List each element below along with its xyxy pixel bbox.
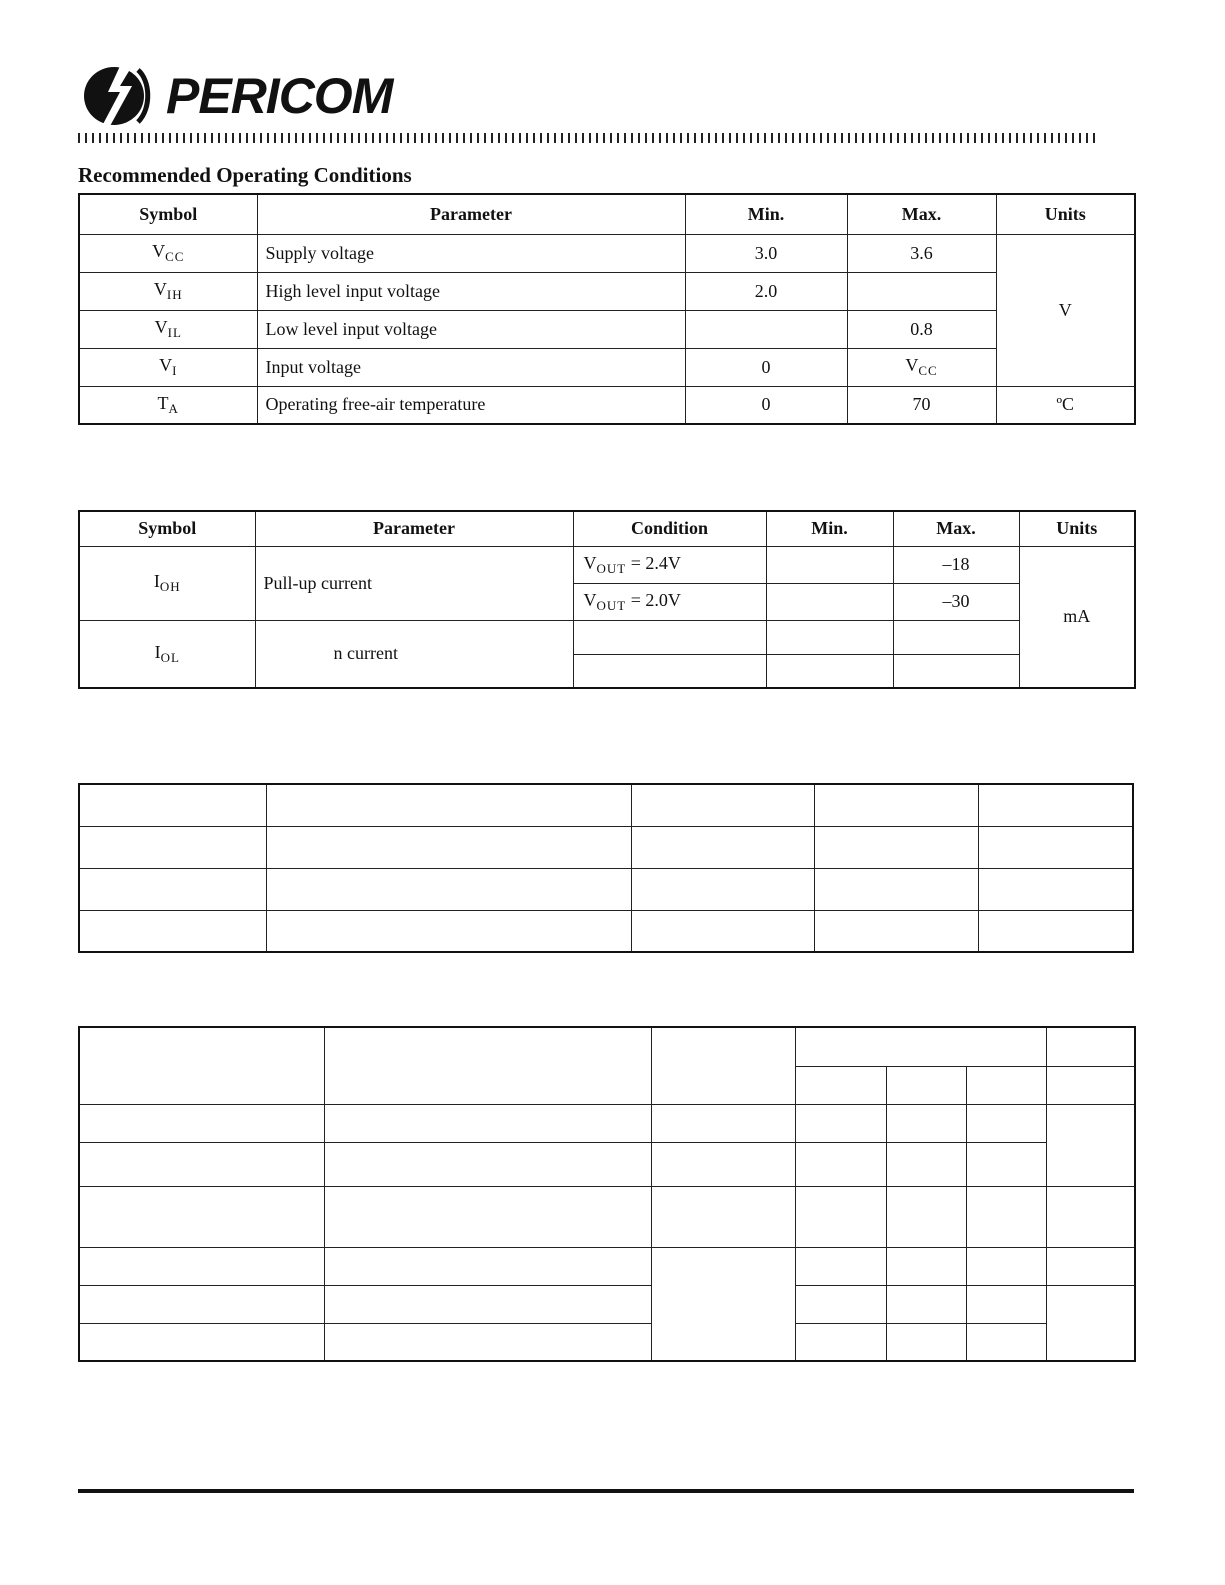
table-row [79, 386, 1135, 424]
symbol-cell: $I_{OH}$ [79, 546, 255, 620]
footer-rule [78, 1489, 1134, 1493]
table-row [79, 1247, 1135, 1285]
min-cell [766, 620, 893, 654]
min-cell: 2.0 [685, 272, 847, 310]
max-cell [893, 620, 1019, 654]
parameter-cell: Input voltage [257, 348, 685, 386]
table-row [79, 310, 1135, 348]
header-parameter: Parameter [257, 194, 685, 234]
table-row [79, 784, 1133, 826]
max-cell: –30 [893, 583, 1019, 620]
parameter-cell: Operating free-air temperature [257, 386, 685, 424]
min-cell [766, 583, 893, 620]
table-row [79, 1323, 1135, 1361]
brand-name: PERICOM [166, 68, 393, 124]
condition-cell [573, 620, 766, 654]
min-cell: 0 [685, 348, 847, 386]
pericom-lightning-logo-icon [80, 64, 154, 128]
symbol-cell: $T_A$ [79, 386, 257, 424]
max-cell: 0.8 [847, 310, 996, 348]
table-row [79, 546, 1135, 583]
min-cell [766, 546, 893, 583]
header-min: Min. [766, 511, 893, 546]
empty-characteristics-table [78, 1026, 1136, 1362]
table-row [79, 1186, 1135, 1247]
header-condition: Condition [573, 511, 766, 546]
table-row [79, 234, 1135, 272]
table-row [79, 1104, 1135, 1142]
condition-cell [573, 654, 766, 688]
parameter-cell: Low level input voltage [257, 310, 685, 348]
header-max: Max. [893, 511, 1019, 546]
max-cell: –18 [893, 546, 1019, 583]
header-tick-rule [78, 133, 1100, 143]
max-cell [893, 654, 1019, 688]
min-cell [766, 654, 893, 688]
min-cell [685, 310, 847, 348]
condition-cell: $V_{OUT} = 2.4V$ [573, 546, 766, 583]
max-cell [847, 272, 996, 310]
max-cell: 3.6 [847, 234, 996, 272]
header-units: Units [1019, 511, 1135, 546]
table-header-row [79, 194, 1135, 234]
max-cell: $V_{CC}$ [847, 348, 996, 386]
section-title: Recommended Operating Conditions [78, 163, 412, 187]
table-row [79, 910, 1133, 952]
parameter-cell: n current [255, 620, 573, 688]
table-row [79, 272, 1135, 310]
symbol-cell: $V_I$ [79, 348, 257, 386]
table-row [79, 1285, 1135, 1323]
parameter-cell: Supply voltage [257, 234, 685, 272]
condition-cell: $V_{OUT} = 2.0V$ [573, 583, 766, 620]
units-cell: ºC [996, 386, 1135, 424]
min-cell: 0 [685, 386, 847, 424]
empty-table [78, 783, 1134, 953]
table-row [79, 1027, 1135, 1066]
table-row [79, 620, 1135, 654]
header-symbol: Symbol [79, 511, 255, 546]
max-cell: 70 [847, 386, 996, 424]
table-row [79, 868, 1133, 910]
pericom-logo [80, 64, 410, 128]
table-row [79, 348, 1135, 386]
units-cell: V [996, 234, 1135, 386]
header-min: Min. [685, 194, 847, 234]
header-units: Units [996, 194, 1135, 234]
header-symbol: Symbol [79, 194, 257, 234]
header-parameter: Parameter [255, 511, 573, 546]
symbol-cell: $V_{IH}$ [79, 272, 257, 310]
min-cell: 3.0 [685, 234, 847, 272]
output-current-table [78, 510, 1136, 689]
symbol-cell: $V_{IL}$ [79, 310, 257, 348]
table-row [79, 1142, 1135, 1186]
header-max: Max. [847, 194, 996, 234]
table-row [79, 826, 1133, 868]
table-header-row [79, 511, 1135, 546]
symbol-cell: $V_{CC}$ [79, 234, 257, 272]
units-cell: mA [1019, 546, 1135, 688]
operating-conditions-table [78, 193, 1136, 425]
parameter-cell: Pull-up current [255, 546, 573, 620]
symbol-cell: $I_{OL}$ [79, 620, 255, 688]
parameter-cell: High level input voltage [257, 272, 685, 310]
